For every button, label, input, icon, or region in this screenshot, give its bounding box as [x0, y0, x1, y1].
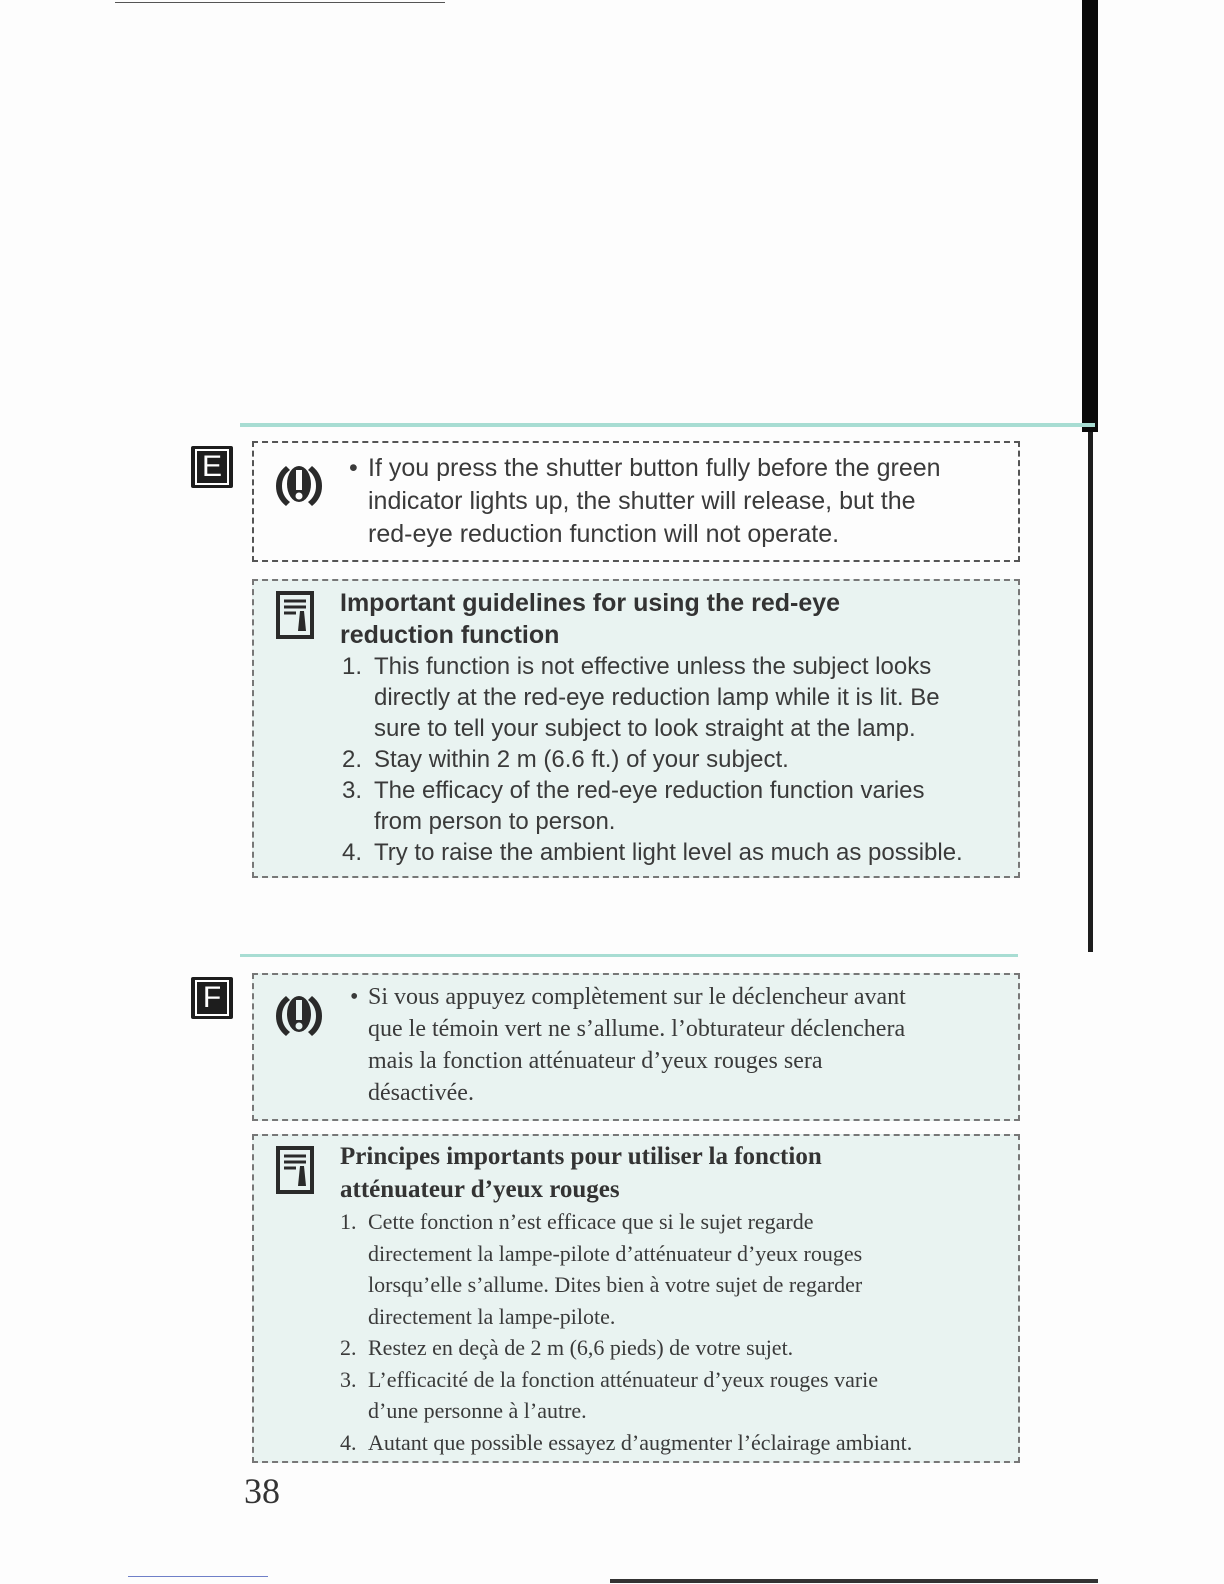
page-edge-shadow-lower	[1088, 432, 1093, 952]
list-number: 2.	[342, 746, 363, 773]
french-caution-line: désactivée.	[368, 1080, 474, 1106]
list-number: 3.	[342, 777, 363, 804]
page-number: 38	[244, 1471, 280, 1511]
list-line: d’une personne à l’autre.	[368, 1398, 587, 1423]
french-caution-line: Si vous appuyez complètement sur le déclencheur avant	[368, 984, 906, 1010]
list-line: lorsqu’elle s’allume. Dites bien à votre sujet de regarder	[368, 1272, 863, 1297]
french-caution-line: mais la fonction atténuateur d’yeux rouges sera	[368, 1048, 823, 1074]
list-line: The efficacy of the red-eye reduction function varies	[374, 777, 925, 804]
french-caution-line: que le témoin vert ne s’allume. l’obturateur déclenchera	[368, 1016, 906, 1042]
list-number: 4.	[342, 839, 363, 866]
french-section-rule	[240, 954, 1018, 957]
list-line: directly at the red-eye reduction lamp while it is lit. Be	[374, 684, 940, 711]
list-line: Try to raise the ambient light level as much as possible.	[374, 839, 963, 866]
list-item	[340, 1364, 1010, 1427]
bottom-left-rule	[128, 1576, 268, 1577]
list-line: L’efficacité de la fonction atténuateur d’yeux rouges varie	[368, 1366, 879, 1392]
memo-icon	[276, 591, 316, 641]
english-section-rule	[240, 423, 1095, 427]
list-line: Autant que possible essayez d’augmenter l’éclairage ambiant.	[368, 1429, 913, 1455]
list-line: directement la lampe-pilote d’atténuateur d’yeux rouges	[368, 1240, 863, 1266]
list-number: 1.	[342, 653, 363, 680]
list-item	[340, 1332, 1010, 1364]
caution-icon	[272, 990, 326, 1042]
english-guidelines-heading: Important guidelines for using the red-eye	[340, 589, 841, 617]
english-guidelines-list	[342, 651, 963, 868]
list-line: Cette fonction n’est efficace que si le sujet regarde	[368, 1209, 814, 1234]
list-item	[340, 1427, 1010, 1459]
page-edge-shadow	[1082, 0, 1098, 432]
list-item	[342, 775, 963, 837]
list-number: 3.	[340, 1366, 357, 1392]
bottom-edge-rule	[610, 1579, 1098, 1583]
language-badge-english: E	[191, 446, 233, 488]
list-number: 2.	[340, 1335, 357, 1360]
list-number: 1.	[340, 1209, 357, 1234]
top-edge-rule	[115, 2, 445, 3]
french-guidelines-heading: atténuateur d’yeux rouges	[340, 1176, 620, 1203]
english-caution-line: red-eye reduction function will not operate.	[368, 520, 840, 548]
list-number: 4.	[340, 1429, 357, 1455]
french-guidelines-heading: Principes importants pour utiliser la fonction	[340, 1143, 822, 1170]
list-line: Restez en deçà de 2 m (6,6 pieds) de votre sujet.	[368, 1335, 794, 1360]
english-guidelines-heading: reduction function	[340, 621, 560, 649]
list-item	[342, 651, 963, 744]
caution-icon	[272, 460, 326, 512]
french-caution-bullet: •	[350, 984, 359, 1010]
list-line: sure to tell your subject to look straight at the lamp.	[374, 715, 916, 742]
list-item	[340, 1206, 1010, 1332]
list-line: Stay within 2 m (6.6 ft.) of your subject.	[374, 746, 789, 773]
list-line: This function is not effective unless the subject looks	[374, 653, 932, 680]
french-guidelines-list	[340, 1206, 1010, 1458]
english-caution-bullet: •	[349, 454, 358, 482]
list-line: directement la lampe-pilote.	[368, 1303, 616, 1329]
list-item	[342, 744, 963, 775]
language-badge-french: F	[191, 977, 233, 1019]
list-item	[342, 837, 963, 868]
memo-icon	[276, 1146, 316, 1196]
list-line: from person to person.	[374, 808, 616, 835]
english-caution-line: indicator lights up, the shutter will release, but the	[368, 487, 916, 515]
english-caution-line: If you press the shutter button fully before the green	[368, 454, 941, 482]
